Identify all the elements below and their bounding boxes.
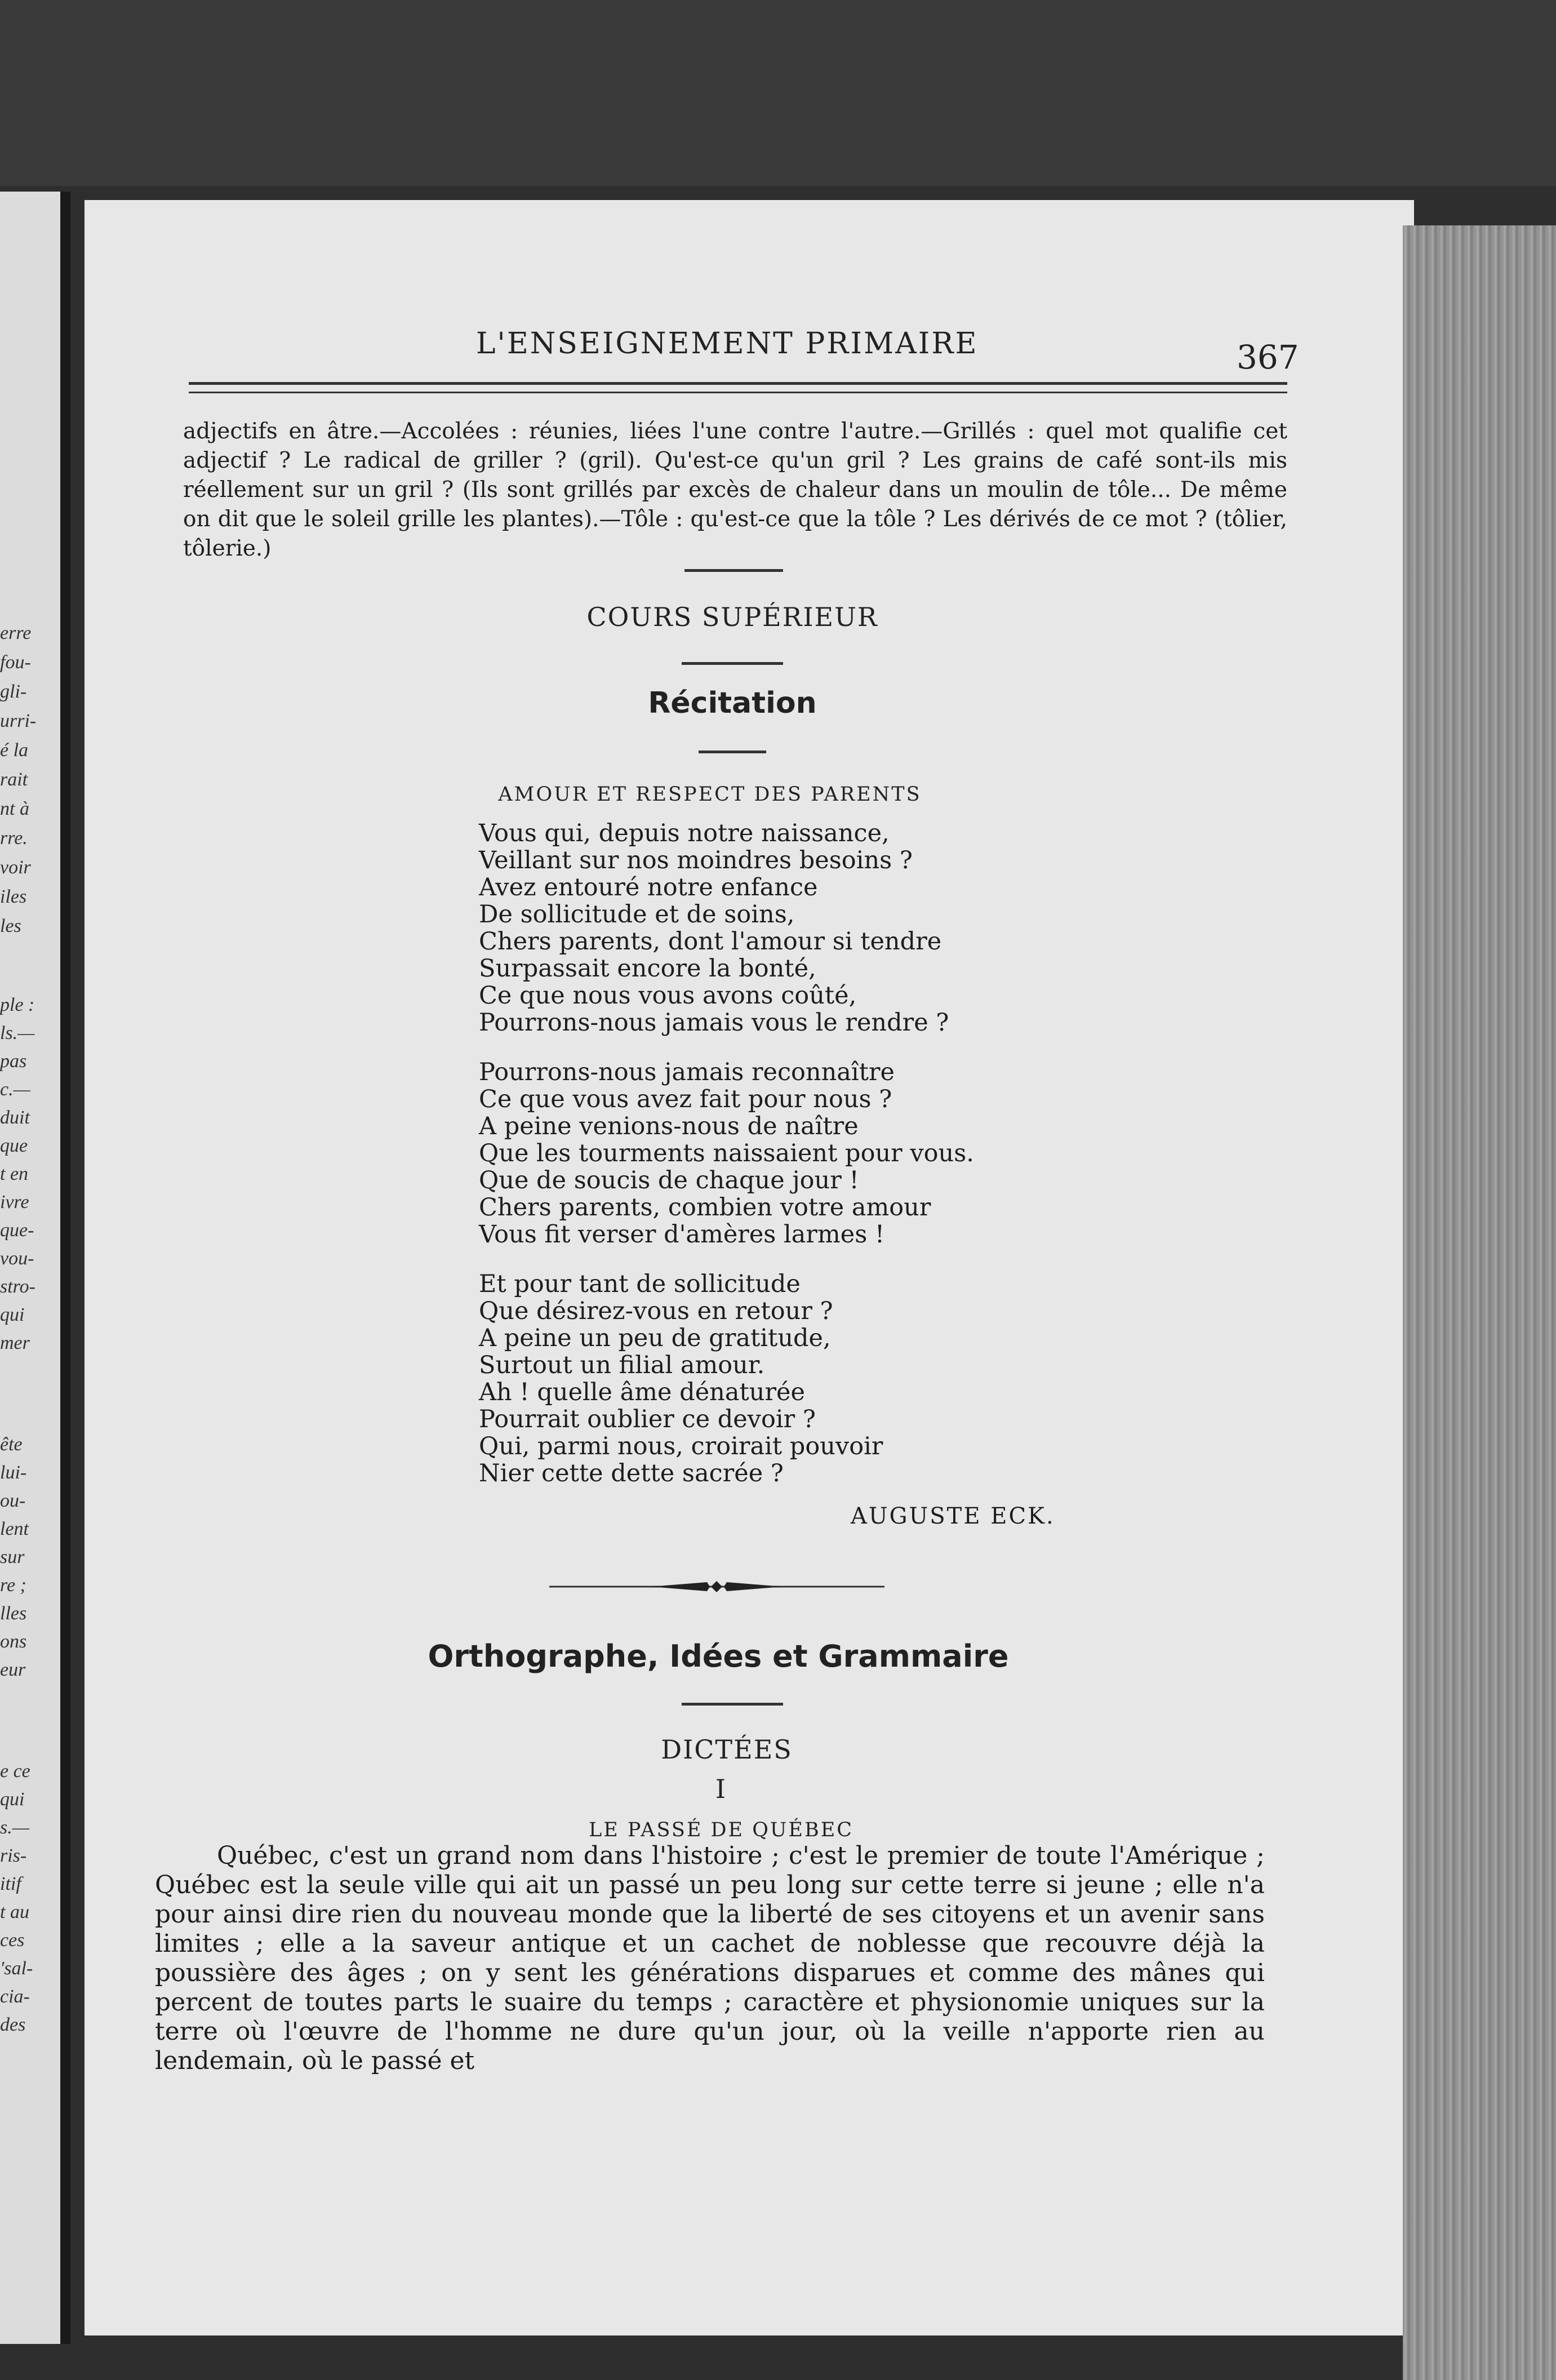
poem-line: Veillant sur nos moindres besoins ? bbox=[479, 846, 913, 874]
section-divider bbox=[682, 662, 783, 665]
poem-line: Pourrons-nous jamais vous le rendre ? bbox=[479, 1009, 949, 1037]
left-fragment: sur bbox=[0, 1547, 25, 1568]
left-fragment: ris- bbox=[0, 1845, 27, 1866]
poem-line: Vous qui, depuis notre naissance, bbox=[479, 819, 890, 847]
scan-background bbox=[0, 0, 1556, 186]
poem-line: Chers parents, dont l'amour si tendre bbox=[479, 927, 942, 956]
poem-line: Ah ! quelle âme dénaturée bbox=[479, 1378, 805, 1406]
left-fragment: mer bbox=[0, 1333, 30, 1353]
left-fragment: ls.— bbox=[0, 1023, 35, 1044]
page-gutter bbox=[60, 192, 70, 2344]
dictee-paragraph bbox=[155, 1841, 1265, 2076]
left-fragment: fou- bbox=[0, 652, 31, 673]
poem-line: Ce que vous avez fait pour nous ? bbox=[479, 1085, 892, 1113]
poem-line: De sollicitude et de soins, bbox=[479, 900, 795, 929]
left-fragment: s.— bbox=[0, 1817, 29, 1838]
poem-title: AMOUR ET RESPECT DES PARENTS bbox=[498, 783, 922, 806]
poem-line: Surpassait encore la bonté, bbox=[479, 954, 816, 983]
left-fragment: ête bbox=[0, 1434, 23, 1455]
left-fragment: 'sal- bbox=[0, 1958, 33, 1979]
left-fragment: ple : bbox=[0, 994, 35, 1015]
left-fragment: ces bbox=[0, 1930, 25, 1951]
poem-line: Pourrait oublier ce devoir ? bbox=[479, 1405, 816, 1433]
section-divider bbox=[682, 1703, 783, 1706]
poem-line: A peine venions-nous de naître bbox=[479, 1112, 859, 1140]
left-fragment: duit bbox=[0, 1107, 30, 1128]
intro-text: adjectifs en âtre.—Accolées : réunies, liées l'une contre l'autre.—Grillés : quel mot qualifie cet adjectif ? Le radical de griller ? (gril). Qu'est-ce qu'un gril ? Les grains de café sont-ils mis réellement sur un gril ? (Ils sont grillés par excès de chaleur dans un moulin de tôle... De même on dit que le soleil grille les plantes).—Tôle : qu'est-ce que la tôle ? Les dérivés de ce mot ? (tôlier, tôlerie.) bbox=[183, 419, 1287, 561]
section2-title: Orthographe, Idées et Grammaire bbox=[428, 1639, 1009, 1674]
left-fragment: lui- bbox=[0, 1462, 27, 1483]
poem-line: Avez entouré notre enfance bbox=[479, 873, 818, 902]
left-fragment: lles bbox=[0, 1603, 27, 1624]
poem-author: AUGUSTE ECK. bbox=[851, 1503, 1055, 1529]
intro-paragraph bbox=[183, 417, 1287, 563]
poem-stanza bbox=[479, 820, 974, 1036]
poem-line: Que désirez-vous en retour ? bbox=[479, 1297, 833, 1325]
left-fragment: pas bbox=[0, 1051, 27, 1072]
left-fragment: que bbox=[0, 1135, 28, 1156]
page-block-edge bbox=[1403, 225, 1556, 2380]
page-number: 367 bbox=[1237, 338, 1299, 376]
poem-stanza bbox=[479, 1059, 974, 1248]
poem-line: Chers parents, combien votre amour bbox=[479, 1193, 931, 1222]
dictee-number: I bbox=[715, 1774, 727, 1804]
left-page-fragment bbox=[0, 192, 70, 2344]
dictee-title: LE PASSÉ DE QUÉBEC bbox=[588, 1819, 854, 1841]
poem-line: Et pour tant de sollicitude bbox=[479, 1270, 801, 1298]
section-divider bbox=[699, 751, 766, 753]
left-fragment: iles bbox=[0, 886, 27, 907]
left-fragment: les bbox=[0, 916, 21, 936]
dictees-heading: DICTÉES bbox=[661, 1734, 793, 1765]
poem-line: Vous fit verser d'amères larmes ! bbox=[479, 1220, 885, 1249]
left-fragment: eur bbox=[0, 1659, 26, 1680]
left-fragment: e ce bbox=[0, 1761, 30, 1782]
left-fragment: t en bbox=[0, 1164, 29, 1184]
poem bbox=[479, 820, 974, 1509]
section-divider bbox=[684, 569, 783, 572]
left-fragment: gli- bbox=[0, 681, 27, 702]
poem-line: Pourrons-nous jamais reconnaître bbox=[479, 1058, 895, 1086]
left-fragment: lent bbox=[0, 1518, 29, 1539]
ornamental-divider bbox=[549, 1577, 884, 1597]
left-fragment: c.— bbox=[0, 1079, 30, 1100]
left-fragment: voir bbox=[0, 857, 31, 878]
left-fragment: ou- bbox=[0, 1490, 26, 1511]
left-fragment: é la bbox=[0, 740, 29, 761]
dictee-text: Québec, c'est un grand nom dans l'histoire ; c'est le premier de toute l'Amérique ; Québec est la seule ville qui ait un passé un peu long sur cette terre si jeune ; elle n'a pour ainsi dire rien du nouveau monde que la liberté de ses citoyens et un avenir sans limites ; elle a la saveur antique et un cachet de noblesse que recouvre déjà la poussière des âges ; on y sent les générations disparues et comme des mânes qui percent de toutes parts le suaire du temps ; caractère et physionomie uniques sur la terre où l'œuvre de l'homme ne dure qu'un jour, où la veille n'apporte rien au lendemain, où le passé et bbox=[155, 1841, 1265, 2075]
left-fragment: rait bbox=[0, 769, 28, 790]
left-fragment: des bbox=[0, 2014, 26, 2035]
left-fragment: itif bbox=[0, 1873, 21, 1894]
left-fragment: t au bbox=[0, 1902, 29, 1922]
left-fragment: stro- bbox=[0, 1276, 35, 1297]
left-fragment: re ; bbox=[0, 1575, 26, 1596]
section-subject: Récitation bbox=[648, 686, 817, 720]
left-fragment: qui bbox=[0, 1304, 25, 1325]
left-fragment: vou- bbox=[0, 1248, 34, 1269]
left-fragment: urri- bbox=[0, 711, 37, 731]
poem-stanza bbox=[479, 1271, 974, 1487]
left-fragment: ivre bbox=[0, 1192, 29, 1213]
poem-line: Que de soucis de chaque jour ! bbox=[479, 1166, 859, 1195]
poem-line: Ce que nous vous avons coûté, bbox=[479, 982, 857, 1010]
poem-line: Nier cette dette sacrée ? bbox=[479, 1459, 784, 1488]
section-level: COURS SUPÉRIEUR bbox=[586, 602, 878, 632]
left-fragment: rre. bbox=[0, 828, 28, 849]
left-fragment: qui bbox=[0, 1789, 25, 1810]
left-fragment: erre bbox=[0, 623, 32, 643]
left-fragment: nt à bbox=[0, 798, 29, 819]
left-fragment: que- bbox=[0, 1220, 34, 1241]
poem-line: Que les tourments naissaient pour vous. bbox=[479, 1139, 974, 1167]
poem-line: Surtout un filial amour. bbox=[479, 1351, 765, 1379]
header-rule bbox=[189, 382, 1287, 393]
left-fragment: ons bbox=[0, 1631, 27, 1652]
running-title: L'ENSEIGNEMENT PRIMAIRE bbox=[476, 327, 979, 361]
poem-line: Qui, parmi nous, croirait pouvoir bbox=[479, 1432, 883, 1460]
poem-line: A peine un peu de gratitude, bbox=[479, 1324, 831, 1352]
left-fragment: cia- bbox=[0, 1986, 30, 2007]
